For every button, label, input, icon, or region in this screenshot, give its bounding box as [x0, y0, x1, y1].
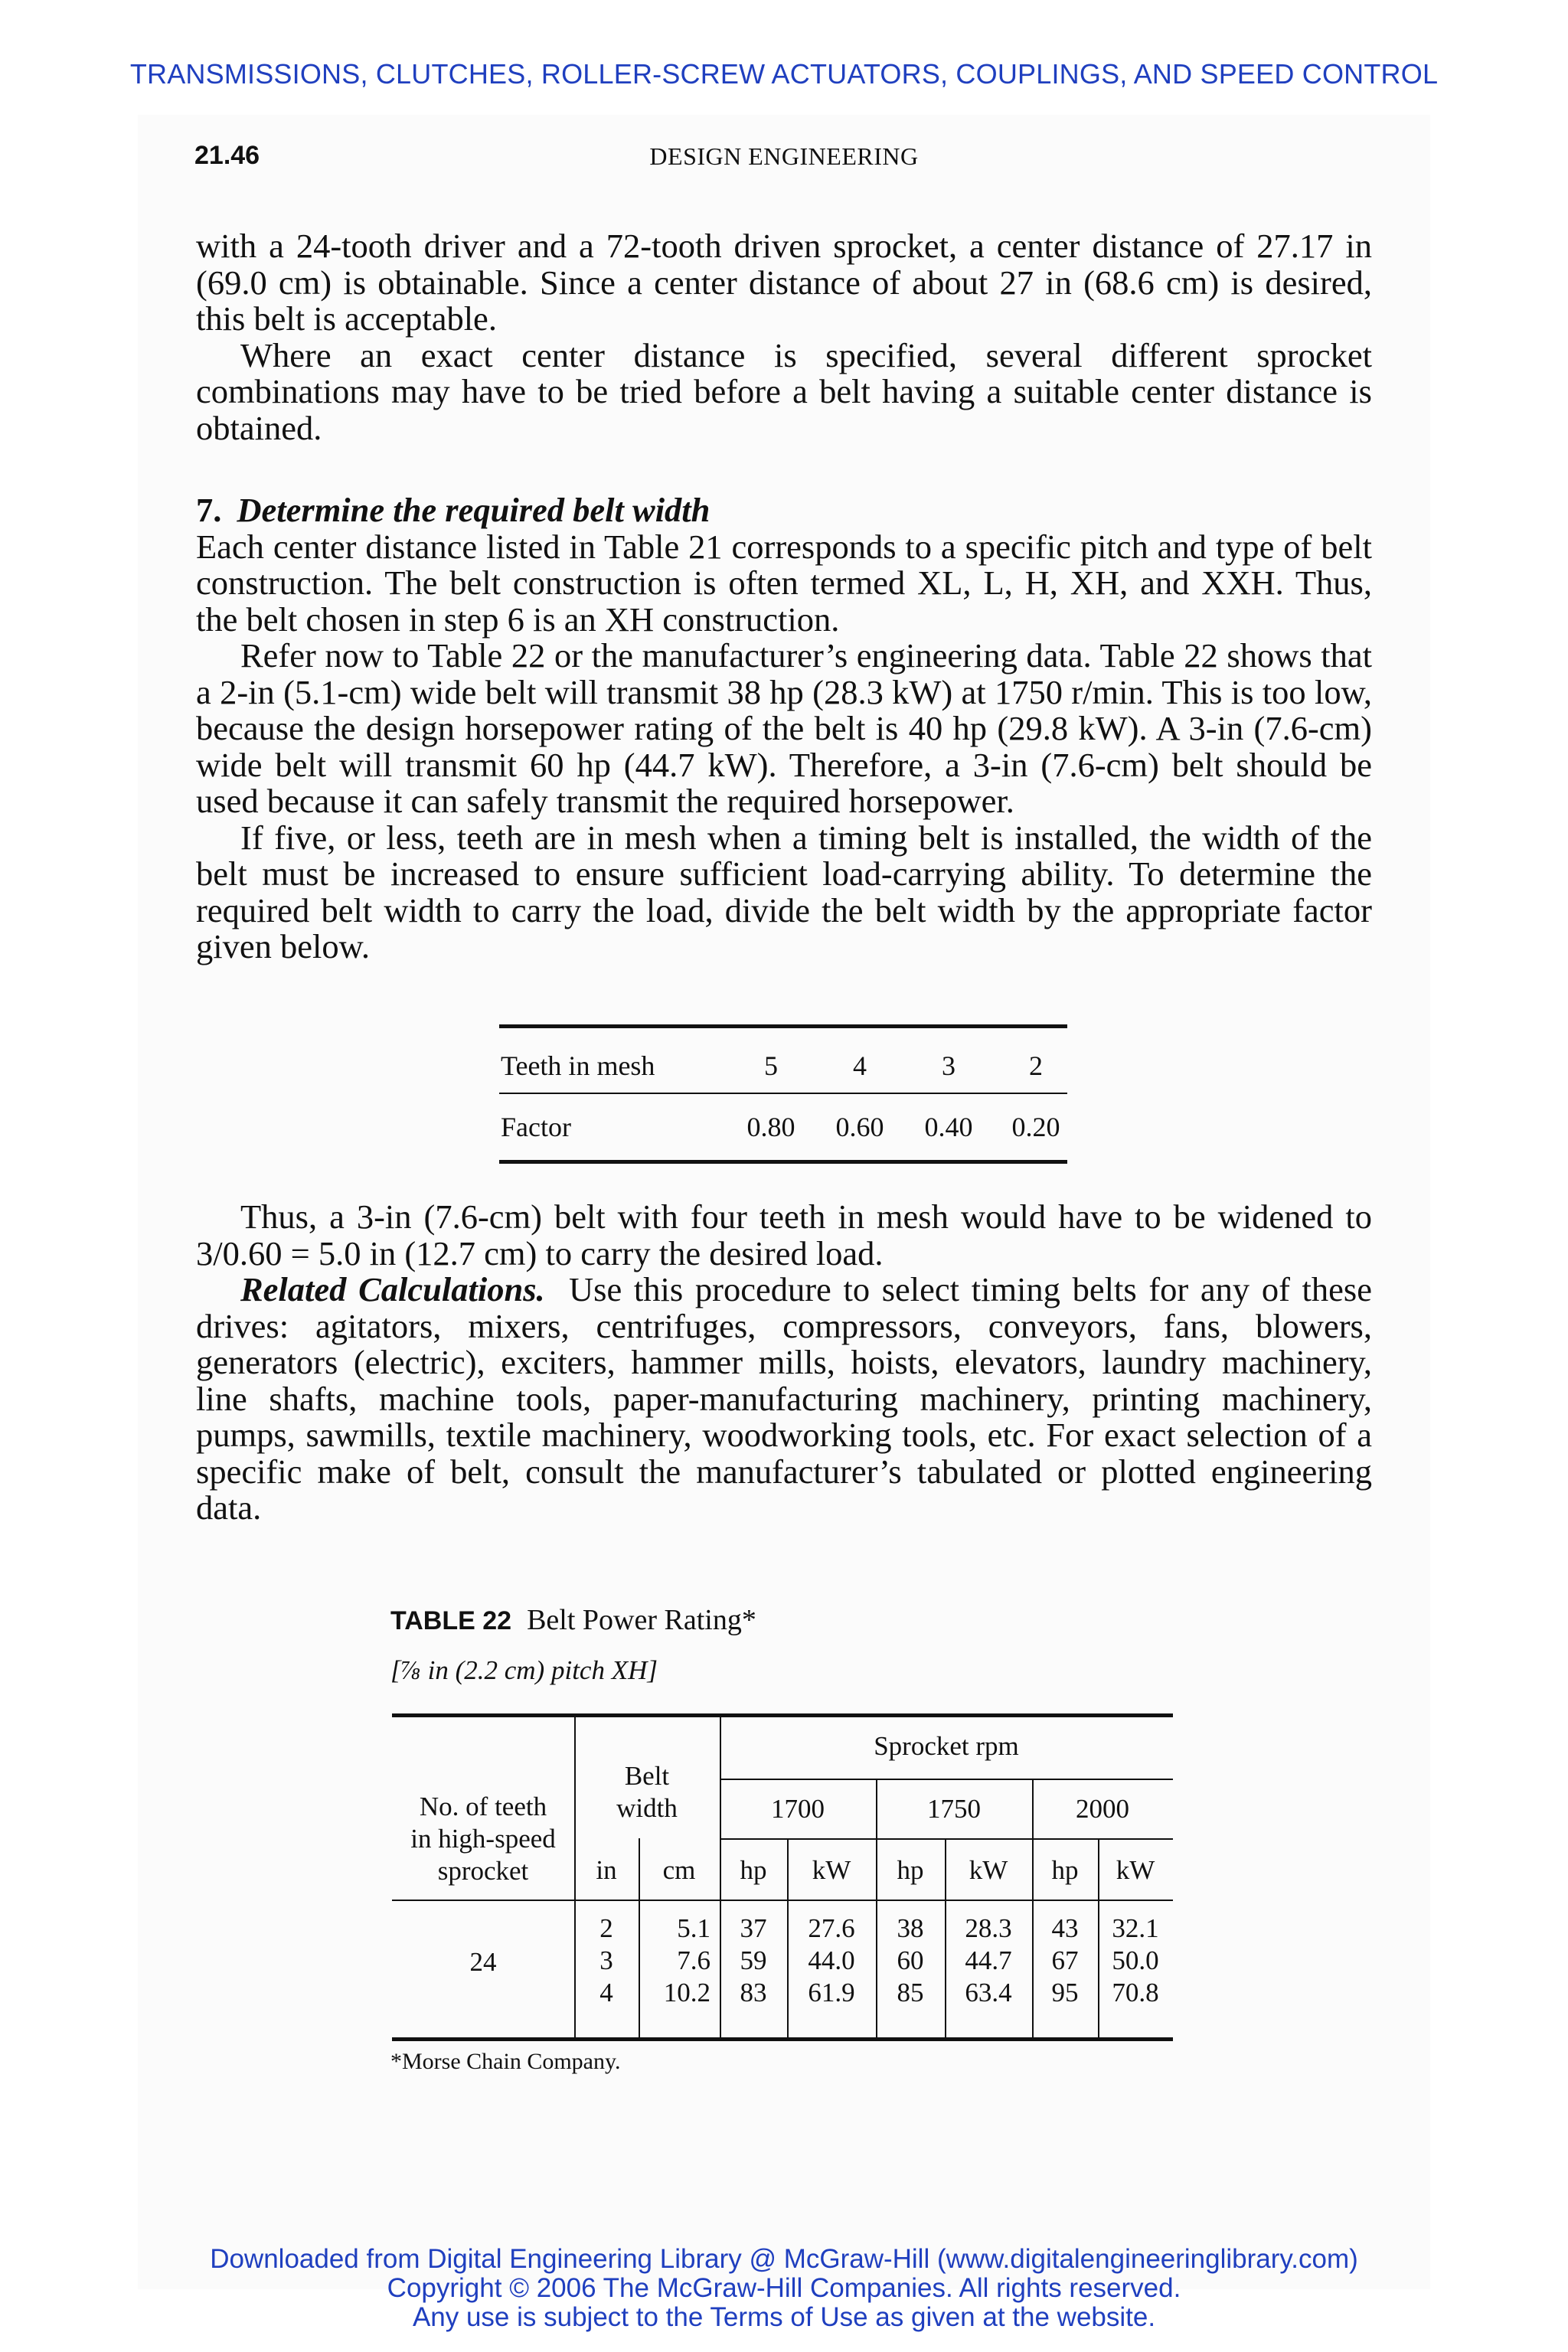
- table-cell: 70.8: [1112, 1978, 1159, 2007]
- table-rule: [720, 1838, 1173, 1840]
- table-rule: [499, 1093, 1067, 1094]
- table-subtitle: [⅞ in (2.2 cm) pitch XH]: [390, 1655, 658, 1685]
- row-label: Factor: [501, 1112, 571, 1142]
- table-cell: 95: [1051, 1978, 1079, 2007]
- unit-header: in: [596, 1855, 617, 1885]
- page-number: 21.46: [194, 141, 260, 170]
- paragraph: [196, 1272, 1372, 1527]
- table-cell: 59: [740, 1945, 767, 1975]
- factor-table-row: [499, 1103, 1067, 1146]
- table-cell: 10.2: [663, 1978, 710, 2007]
- table-cell: 5: [764, 1050, 778, 1081]
- table-cell: 50.0: [1112, 1945, 1159, 1975]
- header-line: in high-speed: [410, 1824, 556, 1854]
- paragraph: If five, or less, teeth are in mesh when a timing belt is installed, the width of the belt must be increased to ensure sufficient load-carrying ability. To determine the required belt width to carry the load, divide the belt width by the appropriate factor given below.: [196, 818, 1372, 965]
- table-title: Belt Power Rating*: [527, 1604, 756, 1636]
- table-cell: 4: [853, 1050, 867, 1081]
- running-head: TRANSMISSIONS, CLUTCHES, ROLLER-SCREW ACTUATORS, COUPLINGS, AND SPEED CONTROL: [129, 58, 1439, 90]
- table-cell: 44.0: [808, 1945, 855, 1975]
- related-heading: Related Calculations.: [240, 1270, 545, 1308]
- body-text-continued: [196, 1199, 1372, 1527]
- unit-header: kW: [969, 1855, 1008, 1885]
- header-line: width: [616, 1793, 678, 1823]
- teeth-value: 24: [469, 1947, 497, 1977]
- table-cell: 7.6: [677, 1945, 710, 1975]
- table-cell: 63.4: [965, 1978, 1012, 2007]
- paragraph: Thus, a 3-in (7.6-cm) belt with four teeth in mesh would have to be widened to 3/0.60 = 5.0 in (12.7 cm) to carry the desired load.: [196, 1197, 1372, 1272]
- step-title: Determine the required belt width: [237, 491, 710, 529]
- rpm-header: 1750: [927, 1794, 981, 1824]
- col-header-belt-width: [574, 1760, 720, 1824]
- table-cell: 67: [1051, 1945, 1079, 1975]
- footer-line: Copyright © 2006 The McGraw-Hill Companies. All rights reserved.: [387, 2273, 1181, 2303]
- related-text: Use this procedure to select timing belts for any of these drives: agitators, mixers, centrifuges, compressors, conveyors, fans, blowers, generators (electric), exciters, hammer mills, hoists, elevators, laundry machinery, line shafts, machine tools, paper-manufacturing machinery, printing machinery, pumps, sawmills, textile machinery, woodworking tools, etc. For exact selection of a specific make of belt, consult the manufacturer’s tabulated or plotted engineering data.: [196, 1270, 1372, 1527]
- table-footnote: *Morse Chain Company.: [390, 2049, 621, 2074]
- table-cell: 85: [897, 1978, 924, 2007]
- table-cell: 3: [942, 1050, 956, 1081]
- table-cell: 5.1: [677, 1913, 710, 1943]
- table-cell: 44.7: [965, 1945, 1012, 1975]
- step-heading: [196, 492, 1372, 529]
- step-number: 7.: [196, 491, 222, 529]
- table-cell: 43: [1051, 1913, 1079, 1943]
- header-line: Belt: [624, 1761, 670, 1791]
- footer-line[interactable]: Downloaded from Digital Engineering Library @ McGraw-Hill (www.digitalengineeringlibrary.com): [210, 2244, 1358, 2274]
- paragraph: Where an exact center distance is specified, several different sprocket combinations may have to be tried before a belt having a suitable center distance is obtained.: [196, 335, 1372, 447]
- table-cell: 61.9: [808, 1978, 855, 2007]
- rpm-header: 1700: [771, 1794, 825, 1824]
- table-cell: 0.40: [924, 1112, 973, 1142]
- header-line: sprocket: [437, 1856, 529, 1886]
- table-cell: 4: [599, 1978, 613, 2007]
- paragraph: Refer now to Table 22 or the manufacturer’s engineering data. Table 22 shows that a 2-in (5.1-cm) wide belt will transmit 38 hp (28.3 kW) at 1750 r/min. This is too low, because the design horsepower rating of the belt is 40 hp (29.8 kW). A 3-in (7.6-cm) wide belt will transmit 60 hp (44.7 kW). Therefore, a 3-in (7.6-cm) belt should be used because it can safely transmit the required horsepower.: [196, 636, 1372, 820]
- unit-header: hp: [1051, 1855, 1079, 1885]
- table-rule: [720, 1779, 1173, 1780]
- factor-table-row: [499, 1042, 1067, 1085]
- row-label: Teeth in mesh: [501, 1050, 655, 1081]
- unit-header: cm: [662, 1855, 696, 1885]
- table-cell: 38: [897, 1913, 924, 1943]
- table-cell: 0.80: [746, 1112, 795, 1142]
- table-cell: 32.1: [1112, 1913, 1159, 1943]
- book-title: DESIGN ENGINEERING: [649, 142, 919, 170]
- table-cell: 60: [897, 1945, 924, 1975]
- unit-header: kW: [812, 1855, 851, 1885]
- table-cell: 2: [1029, 1050, 1043, 1081]
- table-cell: 0.60: [835, 1112, 884, 1142]
- table-cell: 27.6: [808, 1913, 855, 1943]
- table-label: TABLE 22: [390, 1606, 512, 1635]
- paragraph: with a 24-tooth driver and a 72-tooth driven sprocket, a center distance of 27.17 in (69.0 cm) is obtainable. Since a center distance of about 27 in (68.6 cm) is desired, this belt is acceptable.: [196, 227, 1372, 338]
- table-cell: 0.20: [1011, 1112, 1060, 1142]
- unit-header: kW: [1116, 1855, 1155, 1885]
- table-cell: 37: [740, 1913, 767, 1943]
- table-cell: 83: [740, 1978, 767, 2007]
- factor-table: [499, 1024, 1067, 1164]
- header-line: No. of teeth: [419, 1792, 547, 1821]
- rpm-header: 2000: [1076, 1794, 1129, 1824]
- table-rule: [392, 1900, 1173, 1901]
- table-cell: 2: [599, 1913, 613, 1943]
- table-cell: 3: [599, 1945, 613, 1975]
- col-header-teeth: [392, 1791, 574, 1887]
- download-notice: [0, 2245, 1568, 2332]
- table-cell: 28.3: [965, 1913, 1012, 1943]
- body-text: [196, 228, 1372, 965]
- unit-header: hp: [740, 1855, 767, 1885]
- col-header-sprocket-rpm: Sprocket rpm: [874, 1731, 1019, 1761]
- unit-header: hp: [897, 1855, 924, 1885]
- table-caption: [390, 1603, 756, 1637]
- footer-line: Any use is subject to the Terms of Use as given at the website.: [412, 2302, 1156, 2332]
- paragraph: Each center distance listed in Table 21 corresponds to a specific pitch and type of belt construction. The belt construction is often termed XL, L, H, XH, and XXH. Thus, the belt chosen in step 6 is an XH construction.: [196, 527, 1372, 639]
- belt-power-table: [392, 1713, 1173, 2041]
